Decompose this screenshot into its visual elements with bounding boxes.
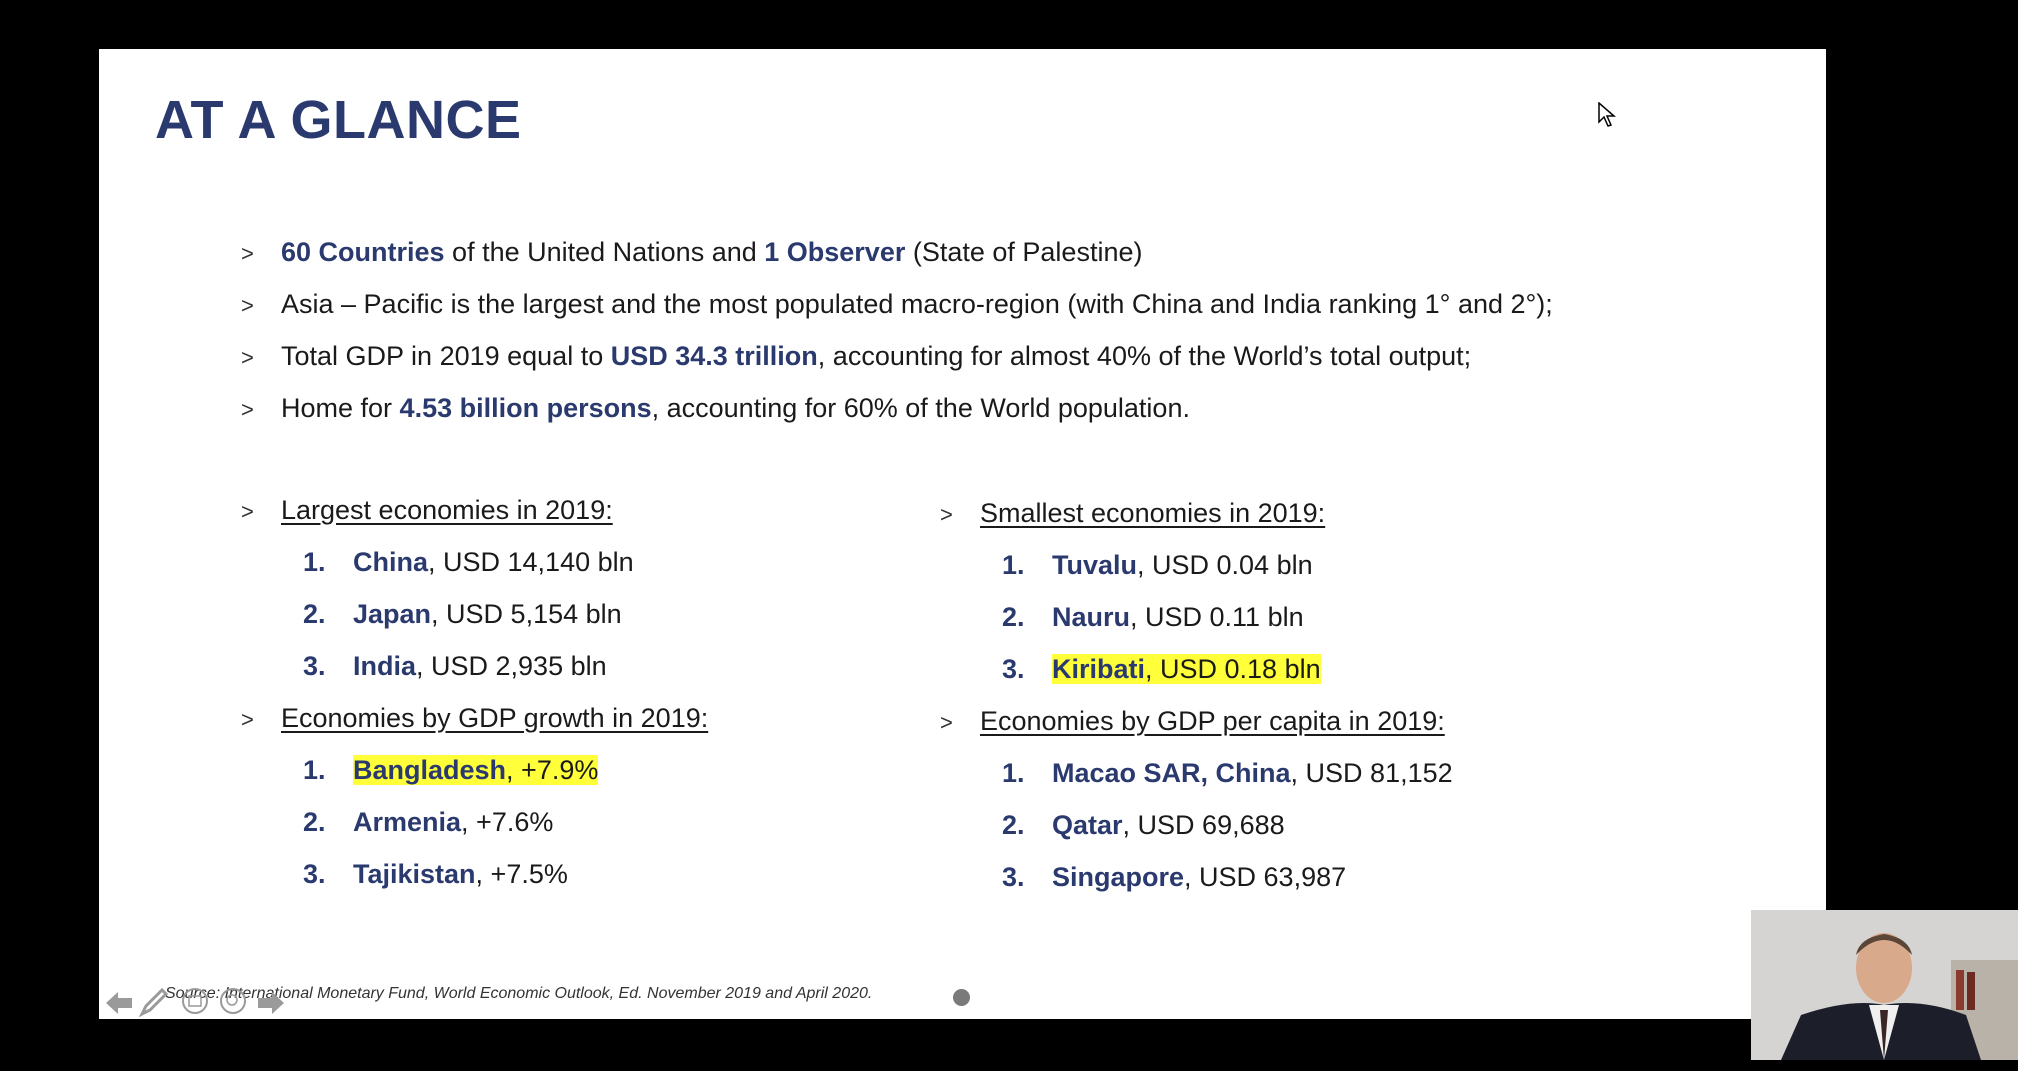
source-note: Source: International Monetary Fund, World Economic Outlook, Ed. November 2019 and April 2020.: [165, 985, 873, 1002]
rank-entry: [353, 807, 553, 837]
bullet-arrow: >: [241, 241, 254, 266]
rank-entry: [1052, 550, 1313, 580]
ranking-item: [1002, 862, 1346, 893]
ranking-item: [1002, 810, 1285, 841]
ranking-item: [303, 651, 607, 682]
bullet-text-part: Total GDP in 2019 equal to: [281, 341, 611, 371]
bullet-arrow: >: [241, 345, 254, 370]
ranking-item: [1002, 654, 1321, 685]
country-name: Kiribati: [1052, 654, 1146, 684]
country-value: , +7.9%: [506, 755, 599, 785]
intro-bullet: [281, 393, 1190, 424]
country-name: Tajikistan: [353, 859, 476, 889]
bullet-arrow: >: [241, 707, 254, 732]
slide-title: AT A GLANCE: [155, 90, 522, 150]
bullet-text-part: 60 Countries: [281, 237, 445, 267]
rank-entry: [353, 755, 598, 785]
rank-number: 3.: [303, 651, 326, 681]
country-name: Japan: [353, 599, 432, 629]
bullet-text-part: 1 Observer: [764, 237, 906, 267]
country-value: , USD 81,152: [1290, 758, 1453, 788]
bullet-arrow: >: [940, 502, 953, 527]
country-value: , USD 0.11 bln: [1130, 602, 1304, 632]
rank-entry: [353, 599, 622, 629]
bullet-text-part: of the United Nations and: [444, 237, 765, 267]
bullet-text-part: Asia – Pacific is the largest and the most populated macro-region (with China and India ranking 1° and 2°);: [281, 289, 1553, 319]
bullet-text-part: USD 34.3 trillion: [610, 341, 818, 371]
bullet-arrow: >: [241, 499, 254, 524]
rank-number: 2.: [303, 599, 326, 629]
ranking-item: [1002, 602, 1304, 633]
presentation-slide: [99, 49, 1826, 1019]
ranking-item: [1002, 550, 1313, 581]
intro-bullet: [281, 237, 1142, 268]
laser-pointer-dot: [953, 989, 970, 1006]
rank-number: 3.: [303, 859, 326, 889]
intro-bullet: [281, 341, 1471, 372]
forward-arrow-icon[interactable]: [256, 989, 286, 1017]
bullet-text-part: , accounting for 60% of the World population.: [651, 393, 1190, 423]
bullet-text-part: (State of Palestine): [905, 237, 1143, 267]
pen-icon[interactable]: [138, 986, 170, 1018]
rank-number: 3.: [1002, 862, 1025, 892]
country-name: India: [353, 651, 417, 681]
country-name: Singapore: [1052, 862, 1185, 892]
zoom-icon[interactable]: [218, 986, 248, 1016]
country-value: , USD 0.18 bln: [1145, 654, 1321, 684]
presenter-video: [1751, 910, 2018, 1060]
rank-number: 1.: [1002, 550, 1025, 580]
ranking-item: [303, 859, 568, 890]
rank-entry: [1052, 862, 1346, 892]
country-value: , +7.6%: [461, 807, 554, 837]
rank-entry: [353, 547, 634, 577]
country-value: , USD 69,688: [1122, 810, 1285, 840]
rank-entry: [353, 651, 607, 681]
bullet-arrow: >: [241, 397, 254, 422]
bullet-arrow: >: [241, 293, 254, 318]
rank-number: 2.: [1002, 810, 1025, 840]
country-name: Armenia: [353, 807, 462, 837]
rank-entry: [1052, 654, 1321, 684]
presenter-webcam: [1751, 910, 2018, 1060]
country-value: , USD 63,987: [1184, 862, 1347, 892]
slides-icon[interactable]: [180, 986, 210, 1016]
smallest-heading: Smallest economies in 2019:: [980, 498, 1326, 528]
rank-entry: [353, 859, 568, 889]
growth-heading: Economies by GDP growth in 2019:: [281, 703, 709, 733]
country-value: , USD 14,140 bln: [428, 547, 634, 577]
intro-bullet: [281, 289, 1553, 320]
rank-entry: [1052, 758, 1453, 788]
per-capita-heading: Economies by GDP per capita in 2019:: [980, 706, 1445, 736]
rank-number: 1.: [303, 547, 326, 577]
ranking-item: [303, 599, 622, 630]
ranking-item: [303, 755, 598, 786]
bullet-text-part: , accounting for almost 40% of the World’s total output;: [817, 341, 1472, 371]
country-name: Macao SAR, China: [1052, 758, 1291, 788]
country-name: Qatar: [1052, 810, 1123, 840]
ranking-item: [1002, 758, 1453, 789]
rank-number: 3.: [1002, 654, 1025, 684]
country-name: China: [353, 547, 429, 577]
country-value: , USD 2,935 bln: [416, 651, 607, 681]
mouse-cursor-icon: [1598, 102, 1616, 128]
rank-entry: [1052, 602, 1304, 632]
ranking-item: [303, 547, 634, 578]
bullet-text-part: 4.53 billion persons: [399, 393, 652, 423]
back-arrow-icon[interactable]: [104, 989, 134, 1017]
rank-number: 1.: [303, 755, 326, 785]
rank-number: 2.: [1002, 602, 1025, 632]
country-name: Tuvalu: [1052, 550, 1138, 580]
country-value: , +7.5%: [475, 859, 568, 889]
bullet-arrow: >: [940, 710, 953, 735]
bullet-text-part: Home for: [281, 393, 400, 423]
country-name: Nauru: [1052, 602, 1131, 632]
country-name: Bangladesh: [353, 755, 507, 785]
rank-entry: [1052, 810, 1285, 840]
country-value: , USD 0.04 bln: [1137, 550, 1313, 580]
rank-number: 2.: [303, 807, 326, 837]
rank-number: 1.: [1002, 758, 1025, 788]
largest-heading: Largest economies in 2019:: [281, 495, 613, 525]
ranking-item: [303, 807, 553, 838]
country-value: , USD 5,154 bln: [431, 599, 622, 629]
